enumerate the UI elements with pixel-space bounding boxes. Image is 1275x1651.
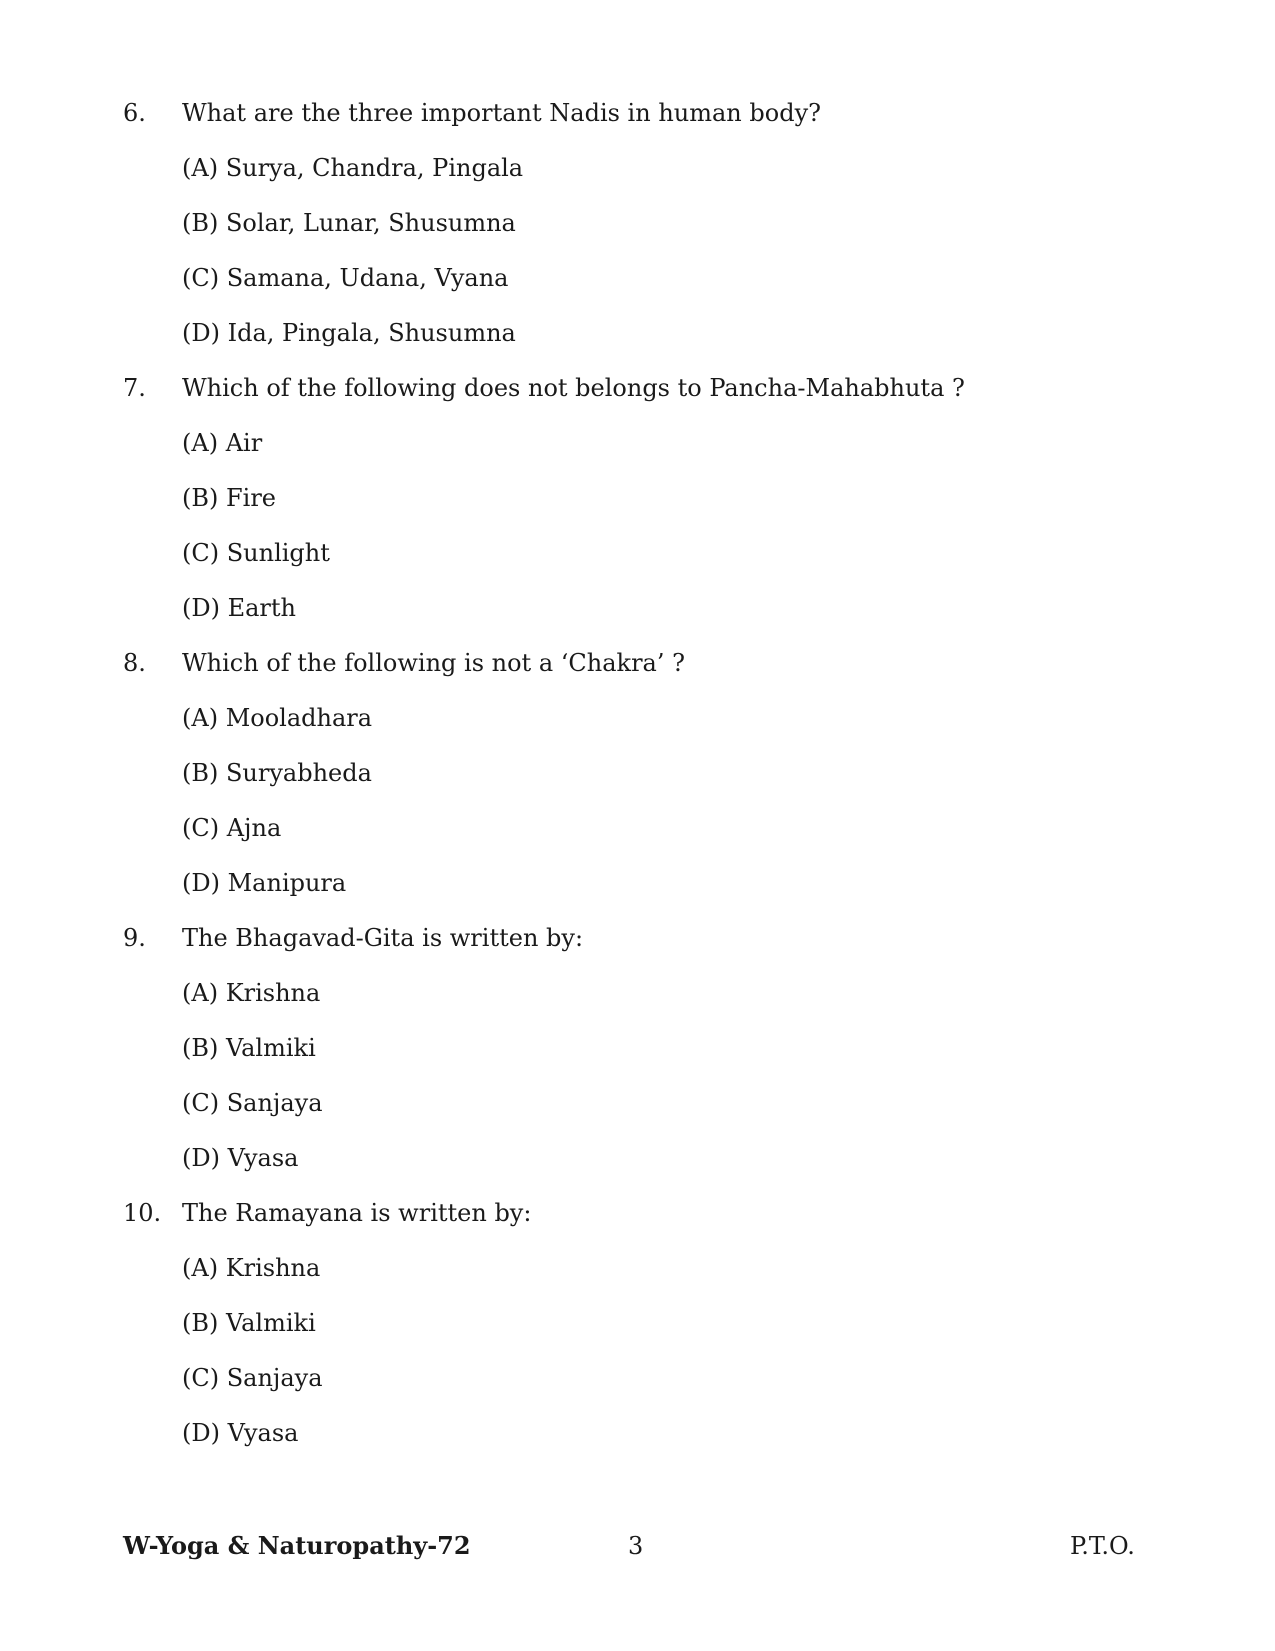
option-a: (A) Air (182, 429, 263, 457)
option-b: (B) Suryabheda (182, 759, 372, 787)
option-c: (C) Sanjaya (182, 1364, 323, 1392)
question-number: 7. (123, 374, 146, 402)
question-number: 6. (123, 99, 146, 127)
page-footer (0, 1526, 1275, 1566)
option-d: (D) Earth (182, 594, 296, 622)
option-c: (C) Samana, Udana, Vyana (182, 264, 509, 292)
question-text: Which of the following does not belongs to Pancha-Mahabhuta ? (182, 374, 965, 402)
question-text: Which of the following is not a ‘Chakra’ ? (182, 649, 685, 677)
option-b: (B) Fire (182, 484, 276, 512)
question-text: The Ramayana is written by: (182, 1199, 532, 1227)
option-c: (C) Sunlight (182, 539, 330, 567)
option-a: (A) Krishna (182, 979, 321, 1007)
option-b: (B) Valmiki (182, 1034, 316, 1062)
page-number: 3 (628, 1532, 644, 1560)
option-d: (D) Vyasa (182, 1419, 299, 1447)
question-number: 8. (123, 649, 146, 677)
option-a: (A) Mooladhara (182, 704, 373, 732)
option-d: (D) Manipura (182, 869, 347, 897)
pto-label: P.T.O. (1070, 1532, 1135, 1560)
option-b: (B) Solar, Lunar, Shusumna (182, 209, 516, 237)
option-b: (B) Valmiki (182, 1309, 316, 1337)
option-d: (D) Ida, Pingala, Shusumna (182, 319, 516, 347)
question-number: 9. (123, 924, 146, 952)
paper-code: W-Yoga & Naturopathy-72 (123, 1531, 471, 1560)
question-text: The Bhagavad-Gita is written by: (182, 924, 584, 952)
option-c: (C) Ajna (182, 814, 282, 842)
option-a: (A) Surya, Chandra, Pingala (182, 154, 524, 182)
question-number: 10. (123, 1199, 162, 1227)
option-c: (C) Sanjaya (182, 1089, 323, 1117)
option-d: (D) Vyasa (182, 1144, 299, 1172)
option-a: (A) Krishna (182, 1254, 321, 1282)
question-text: What are the three important Nadis in human body? (182, 99, 821, 127)
